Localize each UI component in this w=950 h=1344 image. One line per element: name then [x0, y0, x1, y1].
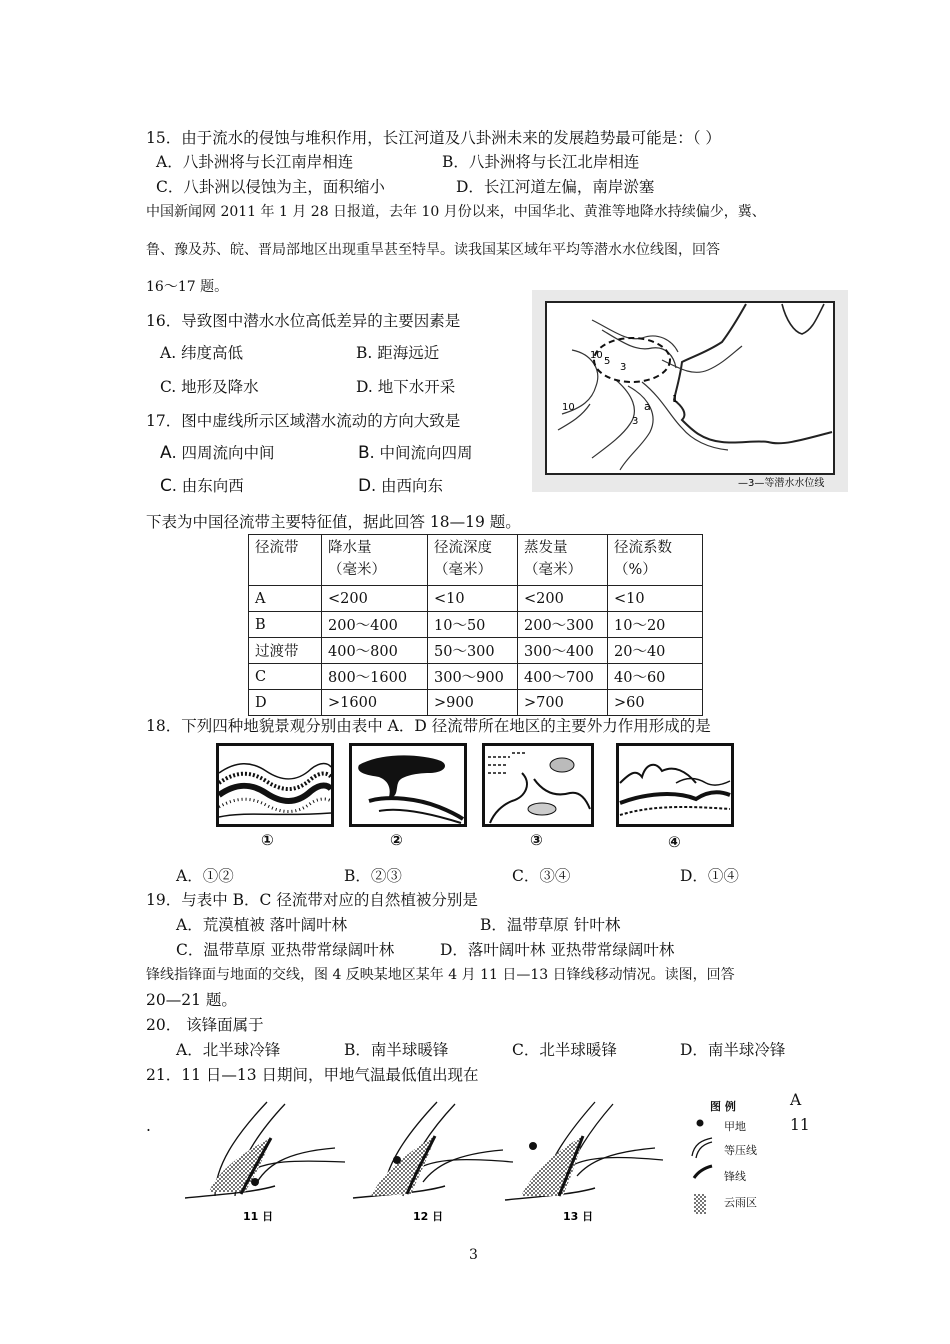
table-row [249, 690, 703, 716]
q21-dot: . [146, 1117, 151, 1135]
table-cell: >900 [428, 690, 518, 716]
table-cell: 300～400 [518, 638, 608, 664]
q18-option-c: C．③④ [512, 867, 571, 885]
q20-option-a: A．北半球冷锋 [176, 1041, 281, 1059]
q18-option-d: D．①④ [680, 867, 739, 885]
landform-image-1 [216, 743, 334, 827]
legend-dot-icon [697, 1120, 704, 1127]
table-row [249, 612, 703, 638]
table-cell: >1600 [322, 690, 428, 716]
legend4-item-rain: 云雨区 [724, 1196, 757, 1209]
q19-stem: 19．与表中 B．C 径流带对应的自然植被分别是 [146, 891, 478, 909]
legend4-item-isobar: 等压线 [724, 1144, 757, 1157]
groundwater-contour-map [532, 290, 848, 492]
front-day-label-13: 13 日 [563, 1210, 594, 1223]
table-header: 降水量 （毫米） [322, 535, 428, 586]
q17-option-d: D. 由西向东 [358, 476, 443, 496]
q17-option-a: A. 四周流向中间 [160, 443, 275, 463]
front-map-12 [353, 1102, 513, 1198]
table-cell: 400～700 [518, 664, 608, 690]
table-cell: <200 [322, 586, 428, 612]
table-cell: 400～800 [322, 638, 428, 664]
map-label-10b: 10 [562, 402, 575, 413]
table-cell: 40～60 [608, 664, 703, 690]
q19-option-c: C．温带草原 亚热带常绿阔叶林 [176, 941, 395, 959]
q17-option-b: B. 中间流向四周 [358, 443, 473, 463]
table-row [249, 586, 703, 612]
legend4-item-front: 锋线 [724, 1170, 746, 1183]
intro20-line2: 20—21 题。 [146, 991, 237, 1009]
table-cell: 200～400 [322, 612, 428, 638]
intro20-line1: 锋线指锋面与地面的交线，图 4 反映某地区某年 4 月 11 日—13 日锋线移动情况。读图，回答 [146, 967, 735, 983]
table-cell: B [249, 612, 322, 638]
front-day-label-11: 11 日 [243, 1210, 274, 1223]
table-cell: 20～40 [608, 638, 703, 664]
q16-stem: 16．导致图中潜水水位高低差异的主要因素是 [146, 312, 461, 330]
table-cell: <10 [428, 586, 518, 612]
isobar-icon [692, 1138, 712, 1158]
page-number: 3 [469, 1247, 478, 1263]
table-header: 径流深度 （毫米） [428, 535, 518, 586]
q20-stem: 20． 该锋面属于 [146, 1016, 264, 1034]
q15-option-c: C．八卦洲以侵蚀为主，面积缩小 [156, 178, 385, 196]
landform-image-4 [616, 743, 734, 827]
intro16-line3: 16～17 题。 [146, 279, 229, 295]
map-label-5: 5 [604, 356, 611, 367]
q16-option-c: C. 地形及降水 [160, 378, 259, 396]
table-cell: 10～50 [428, 612, 518, 638]
q19-option-d: D．落叶阔叶林 亚热带常绿阔叶林 [440, 941, 675, 959]
q18-stem: 18．下列四种地貌景观分别由表中 A．D 径流带所在地区的主要外力作用形成的是 [146, 717, 711, 735]
table-cell: 过渡带 [249, 638, 322, 664]
table-cell: <10 [608, 586, 703, 612]
table-cell: A [249, 586, 322, 612]
map-label-a: a [644, 400, 651, 413]
q20-option-b: B．南半球暖锋 [344, 1041, 449, 1059]
table-header: 蒸发量 （毫米） [518, 535, 608, 586]
table-cell: C [249, 664, 322, 690]
table-cell: 10～20 [608, 612, 703, 638]
landform-caption-2: ② [390, 831, 403, 849]
table-cell: 300～900 [428, 664, 518, 690]
q16-option-a: A. 纬度高低 [160, 344, 244, 362]
table-row [249, 664, 703, 690]
table-header-row [249, 535, 703, 586]
table-cell: D [249, 690, 322, 716]
legend4-title: 图 例 [710, 1100, 736, 1113]
q16-option-b: B. 距海远近 [356, 344, 440, 362]
legend4-item-place: 甲地 [724, 1120, 746, 1133]
table-header: 径流带 [249, 535, 322, 586]
table-cell: <200 [518, 586, 608, 612]
table-cell: >700 [518, 690, 608, 716]
front-line-icon [694, 1166, 712, 1178]
table-header: 径流系数 （%） [608, 535, 703, 586]
q15-option-a: A．八卦洲将与长江南岸相连 [156, 153, 354, 171]
q15-option-d: D．长江河道左偏，南岸淤塞 [456, 178, 655, 196]
q17-stem: 17．图中虚线所示区域潜水流动的方向大致是 [146, 412, 461, 430]
table-cell: 50～300 [428, 638, 518, 664]
landform-image-3 [482, 743, 594, 827]
q16-option-d: D. 地下水开采 [356, 378, 456, 396]
q20-option-d: D．南半球冷锋 [680, 1041, 786, 1059]
intro16-line2: 鲁、豫及苏、皖、晋局部地区出现重旱甚至特旱。读我国某区域年平均等潜水水位线图，回答 [146, 242, 720, 258]
map-label-1: 1 [672, 394, 679, 405]
landform-caption-3: ③ [530, 831, 543, 849]
intro16-line1: 中国新闻网 2011 年 1 月 28 日报道，去年 10 月份以来，中国华北、黄淮等地降水持续偏少，冀、 [146, 204, 766, 220]
table-cell: 800～1600 [322, 664, 428, 690]
rain-area-icon [694, 1194, 706, 1214]
q19-option-a: A．荒漠植被 落叶阔叶林 [176, 916, 348, 934]
table-cell: >60 [608, 690, 703, 716]
q15-stem: 15．由于流水的侵蚀与堆积作用，长江河道及八卦洲未来的发展趋势最可能是：（ ） [146, 129, 721, 147]
q18-option-b: B．②③ [344, 867, 402, 885]
q18-option-a: A．①② [176, 867, 234, 885]
runoff-table [248, 534, 703, 716]
landform-caption-1: ① [261, 831, 274, 849]
front-movement-maps [185, 1096, 710, 1226]
landform-image-2 [349, 743, 467, 827]
front-map-13 [505, 1102, 663, 1200]
front-map-11 [185, 1102, 345, 1198]
side-note-top: A [790, 1091, 802, 1109]
front-day-label-12: 12 日 [413, 1210, 444, 1223]
map-label-10a: 10 [590, 350, 603, 361]
q19-option-b: B．温带草原 针叶林 [480, 916, 621, 934]
map-label-3b: 3 [632, 416, 639, 427]
legend4-symbols [688, 1112, 714, 1222]
landform-caption-4: ④ [668, 833, 681, 851]
q17-option-c: C. 由东向西 [160, 476, 244, 496]
map-legend: —3—等潜水水位线 [738, 478, 825, 489]
intro18: 下表为中国径流带主要特征值，据此回答 18—19 题。 [146, 513, 521, 531]
table-cell: 200～300 [518, 612, 608, 638]
map-label-3a: 3 [620, 362, 627, 373]
q21-stem: 21．11 日—13 日期间，甲地气温最低值出现在 [146, 1066, 479, 1084]
table-row [249, 638, 703, 664]
q15-option-b: B．八卦洲将与长江北岸相连 [442, 153, 640, 171]
q20-option-c: C．北半球暖锋 [512, 1041, 617, 1059]
side-note-bottom: 11 [790, 1116, 810, 1134]
